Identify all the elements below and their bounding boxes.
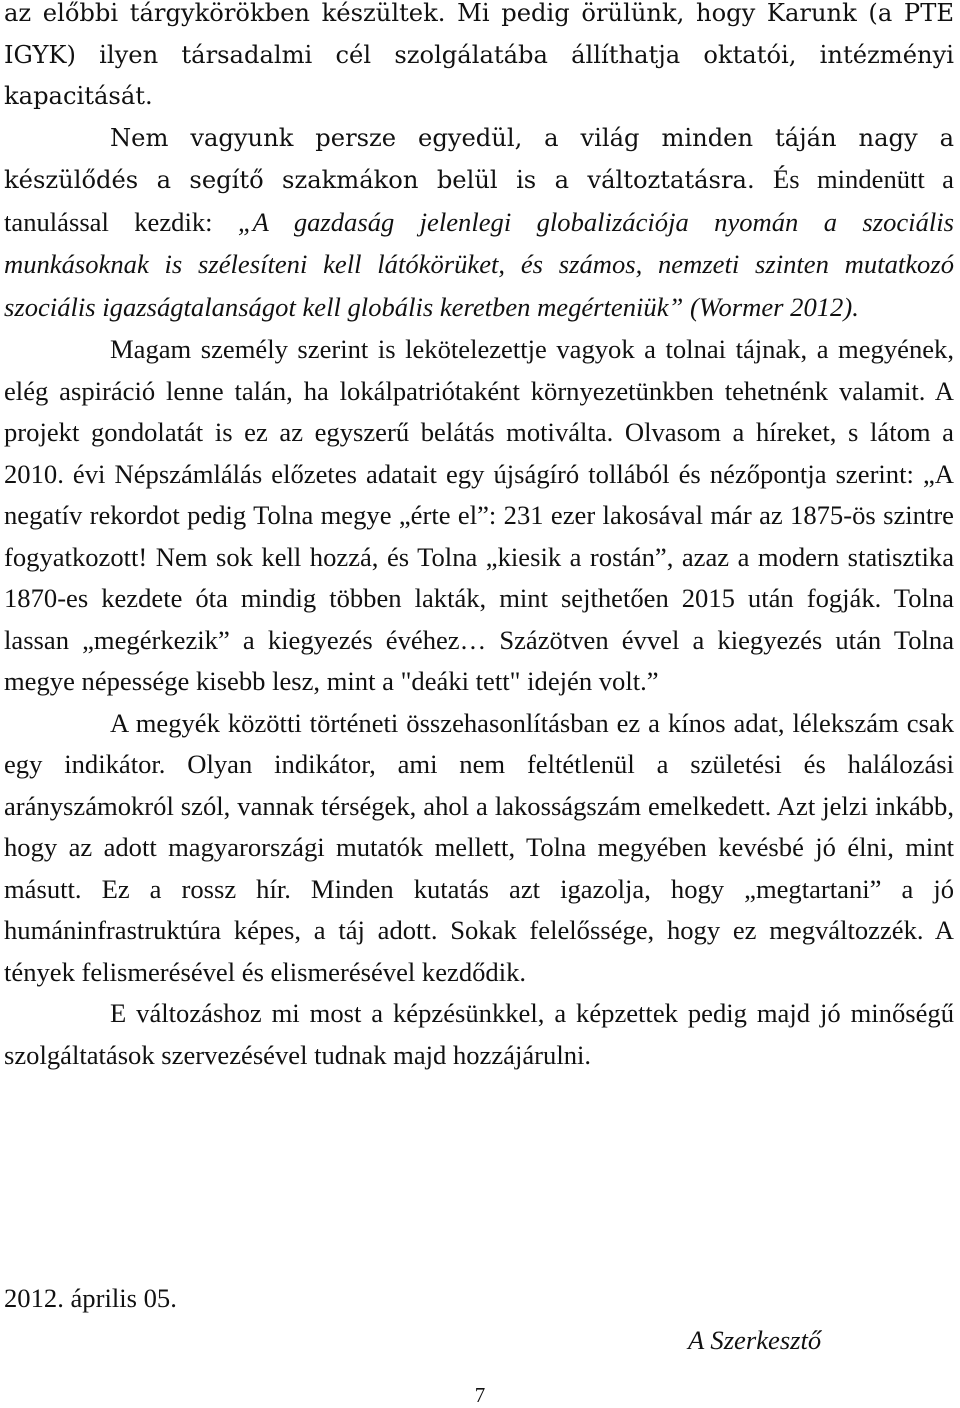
closing-date: 2012. április 05. xyxy=(4,1283,177,1313)
paragraph-contribution: E változáshoz mi most a képzésünkkel, a képzettek pedig majd jó minőségű szolgáltatások szervezésével tudnak majd hozzájárulni. xyxy=(4,998,954,1070)
quote-wormer: „A gazdaság jelenlegi globalizációja nyomán a szociális munkásoknak is szélesíteni kell látókörüket, és számos, nemzeti szinten mutatkozó szociális igazságtalanságot kell globális keretben megérteniük” (Wormer 2012). xyxy=(4,206,954,322)
paragraph-global-lead: És mindenütt a tanulással kezdik: xyxy=(4,164,954,237)
paragraph-global-context xyxy=(4,118,954,330)
page-number: 7 xyxy=(474,1383,486,1407)
paragraph-global-intro: Nem vagyunk persze egyedül, a világ minden táján nagy a készülődés a segítő szakmákon belül is a változtatásra. xyxy=(4,123,954,194)
body-text xyxy=(4,0,954,1076)
paragraph-continuation: az előbbi tárgykörökben készültek. Mi pedig örülünk, hogy Karunk (a PTE IGYK) ilyen társadalmi cél szolgálatába állíthatja oktatói, intézményi kapacitását. xyxy=(4,0,954,110)
paragraph-tolna-census: Magam személy szerint is lekötelezettje vagyok a tolnai tájnak, a megyének, elég aspiráció lenne talán, ha lokálpatriótaként környezetünkben tehetnénk valamit. A projekt gondolatát is ez az egyszerű belátás motiválta. Olvasom a híreket, s látom a 2010. évi Népszámlálás előzetes adatait egy újságíró tollából és nézőpontja szerint: „A negatív rekordot pedig Tolna megye „érte el”: 231 ezer lakosával már az 1875-ös szintre fogyatkozott! Nem sok kell hozzá, és Tolna „kiesik a rostán”, azaz a modern statisztika 1870-es kezdete óta mindig többen lakták, mint sejthetően 2015 után fogják. Tolna lassan „megérkezik” a kiegyezés évéhez… Százötven évvel a kiegyezés után Tolna megye népessége kisebb lesz, mint a "deáki tett" idején volt.” xyxy=(4,334,954,696)
paragraph-county-comparison: A megyék közötti történeti összehasonlításban ez a kínos adat, lélekszám csak egy indikátor. Olyan indikátor, ami nem feltétlenül a születési és halálozási arányszámokról szól, vannak térségek, ahol a lakosságszám emelkedett. Azt jelzi inkább, hogy az adott magyarországi mutatók mellett, Tolna megyében kevésbé jó élni, mint másutt. Ez a rossz hír. Minden kutatás azt igazolja, hogy „megtartani” a jó humáninfrastruktúra képes, a táj adott. Sokak felelőssége, hogy ez megváltozzék. A tények felismerésével és elismerésével kezdődik. xyxy=(4,707,954,987)
editor-signature: A Szerkesztő xyxy=(688,1325,822,1355)
